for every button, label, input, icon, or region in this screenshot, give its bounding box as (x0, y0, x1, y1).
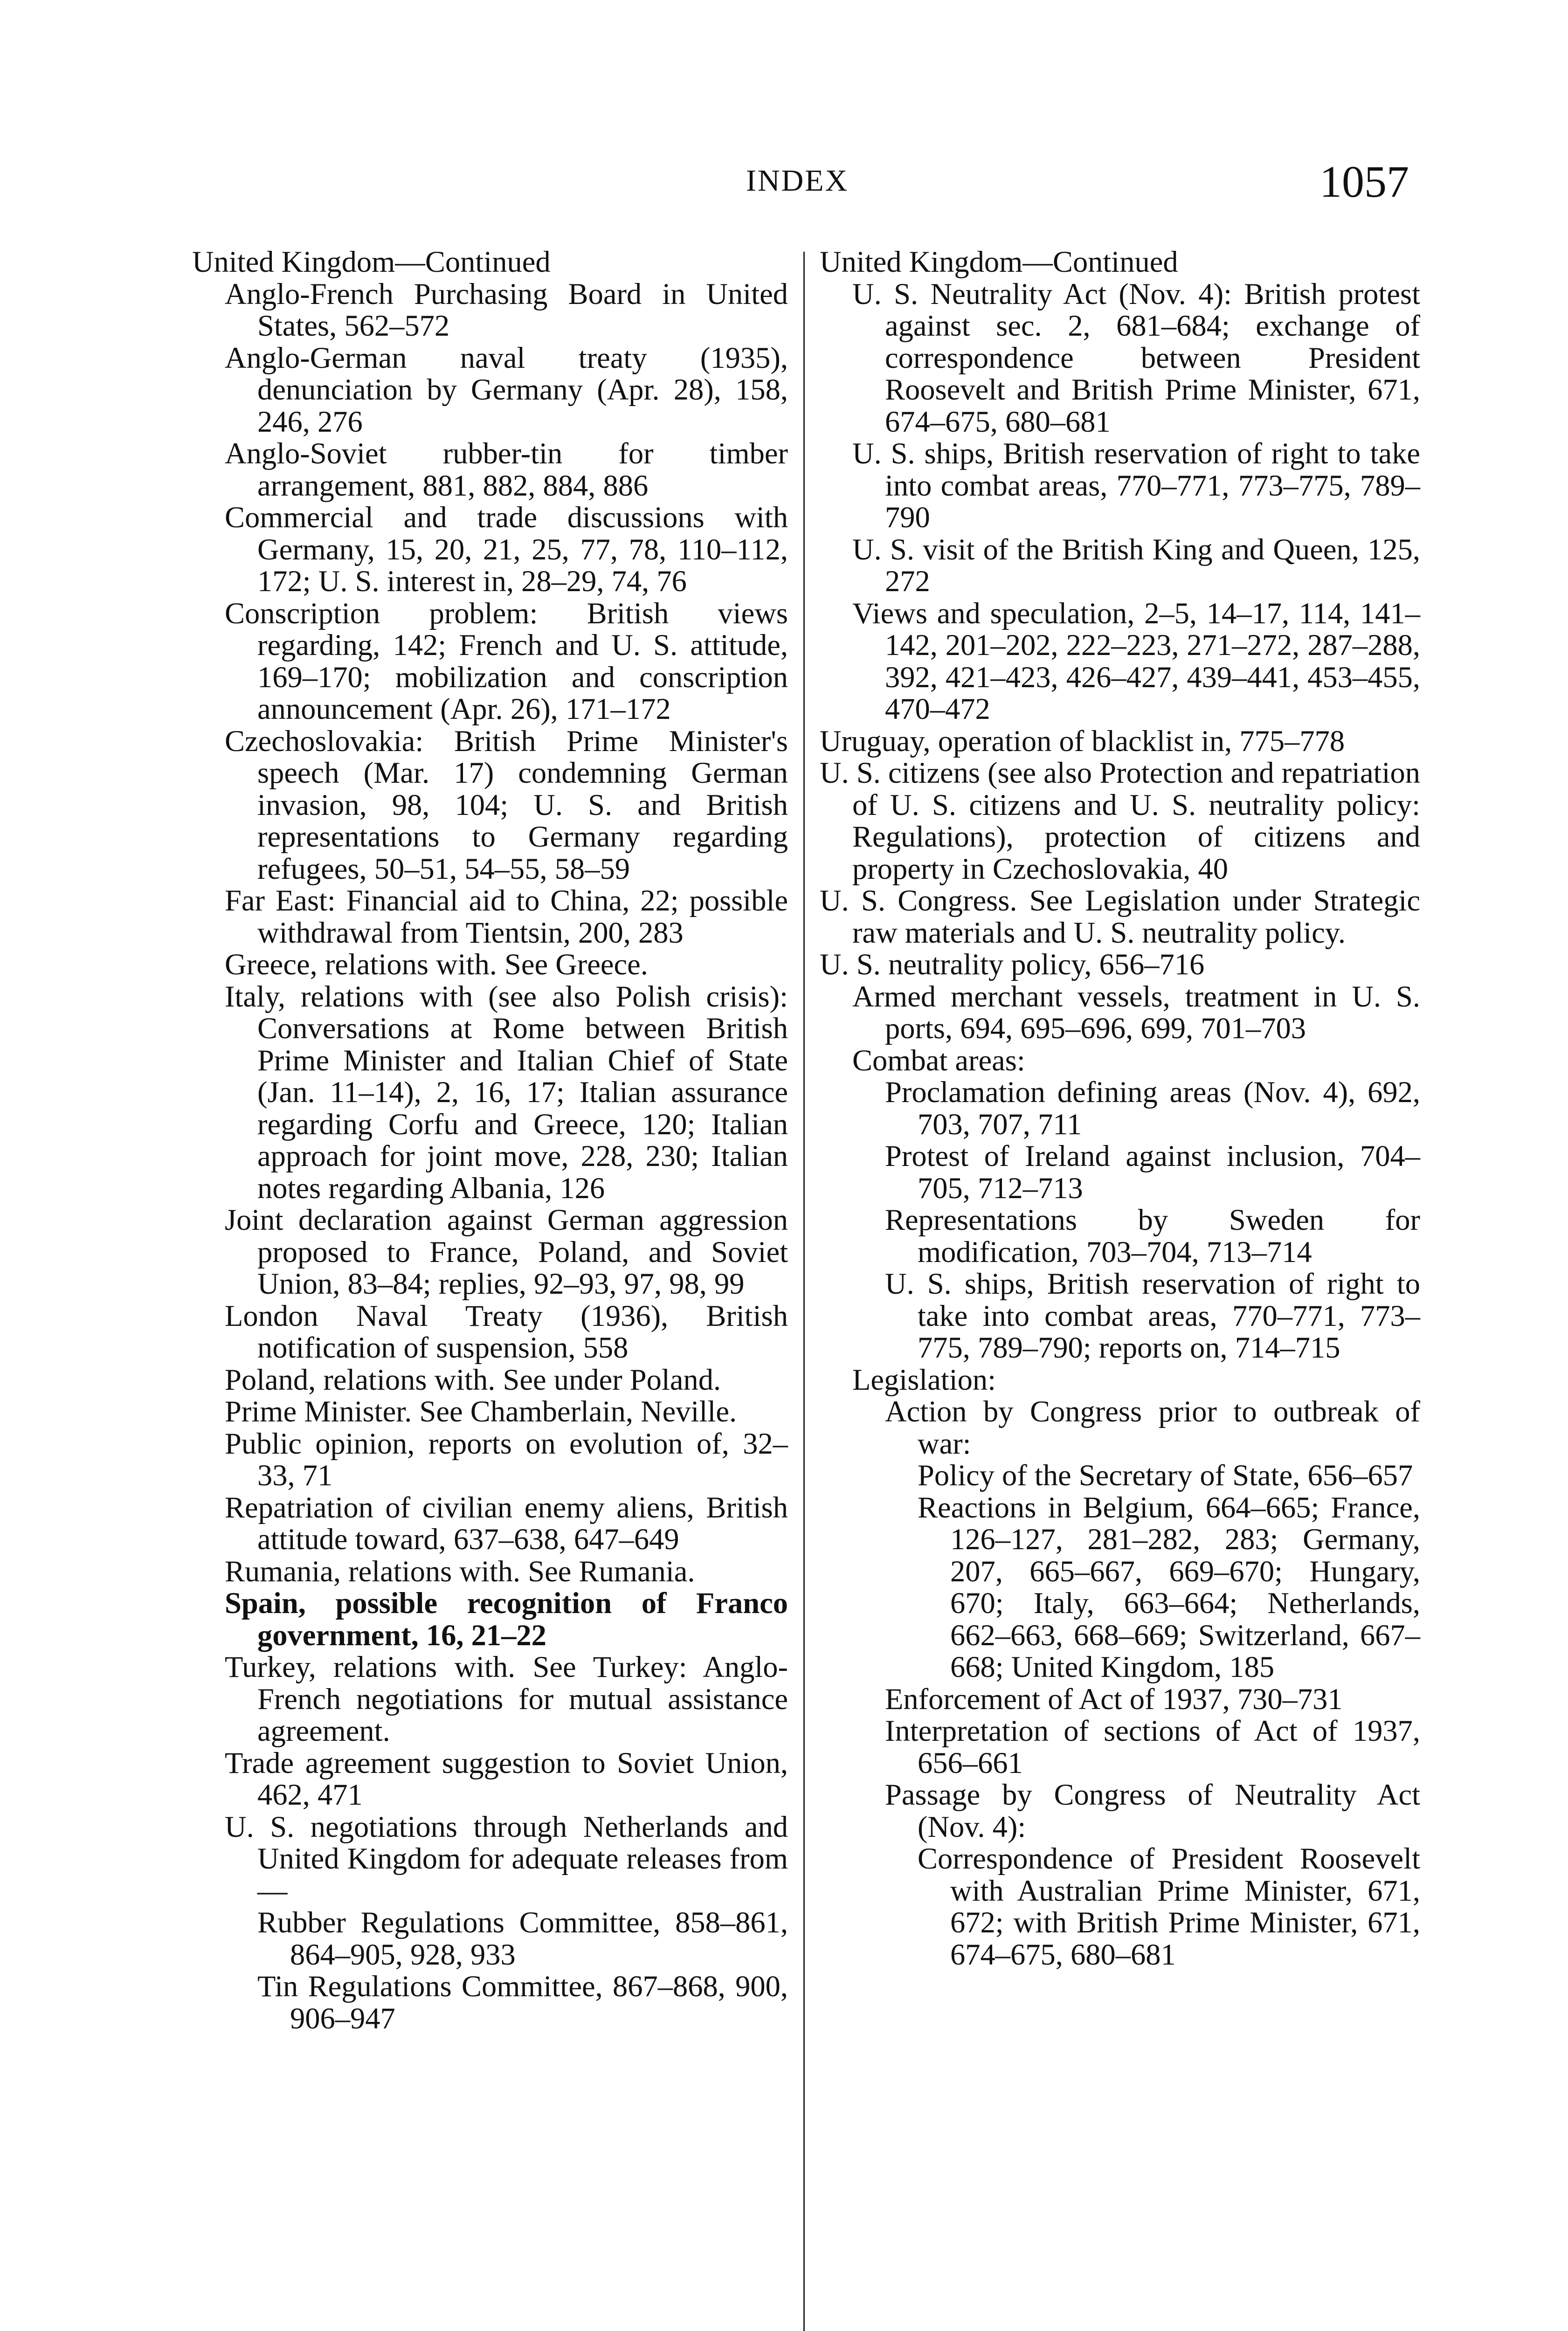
index-entry: Public opinion, reports on evolution of, 32–33, 71 (225, 1427, 788, 1492)
index-entry: Action by Congress prior to outbreak of war: (885, 1395, 1420, 1460)
index-entry: Enforcement of Act of 1937, 730–731 (885, 1682, 1343, 1716)
index-entry: Tin Regulations Committee, 867–868, 900, 906–947 (257, 1970, 788, 2035)
index-entry: U. S. citizens (see also Protection and repatriation of U. S. citizens and U. S. neutrality policy: Regulations), protection of citizens and property in Czechoslovakia, 40 (820, 756, 1420, 885)
index-entry: Rubber Regulations Committee, 858–861, 864–905, 928, 933 (257, 1906, 788, 1971)
column-divider (803, 252, 805, 2331)
index-entry: U. S. ships, British reservation of right to take into combat areas, 770–771, 773–775, 789–790; reports on, 714–715 (885, 1267, 1420, 1364)
index-entry: Correspondence of President Roosevelt with Australian Prime Minister, 671, 672; with British Prime Minister, 671, 674–675, 680–681 (918, 1842, 1420, 1971)
index-entry: U. S. Congress. See Legislation under Strategic raw materials and U. S. neutrality policy. (820, 884, 1420, 949)
index-entry: Protest of Ireland against inclusion, 704–705, 712–713 (885, 1139, 1420, 1205)
index-entry: Prime Minister. See Chamberlain, Neville. (225, 1395, 737, 1428)
left-index-column (192, 246, 788, 2034)
index-entry: Policy of the Secretary of State, 656–657 (918, 1459, 1413, 1492)
index-entry: Interpretation of sections of Act of 1937, 656–661 (885, 1714, 1420, 1779)
index-entry: U. S. ships, British reservation of right to take into combat areas, 770–771, 773–775, 789–790 (852, 437, 1420, 534)
index-entry: United Kingdom—Continued (820, 245, 1178, 278)
right-index-column (820, 246, 1420, 1971)
index-entry: Rumania, relations with. See Rumania. (225, 1554, 695, 1588)
index-entry: Poland, relations with. See under Poland. (225, 1363, 721, 1396)
index-entry: Conscription problem: British views regarding, 142; French and U. S. attitude, 169–170; mobilization and conscription announcement (Apr. 26), 171–172 (225, 596, 788, 725)
index-entry: Far East: Financial aid to China, 22; possible withdrawal from Tientsin, 200, 283 (225, 884, 788, 949)
running-header-title: INDEX (746, 164, 849, 198)
index-entry: Repatriation of civilian enemy aliens, British attitude toward, 637–638, 647–649 (225, 1490, 788, 1556)
index-entry: U. S. neutrality policy, 656–716 (820, 948, 1205, 981)
index-entry: U. S. Neutrality Act (Nov. 4): British protest against sec. 2, 681–684; exchange of correspondence between President Roosevelt and British Prime Minister, 671, 674–675, 680–681 (852, 277, 1420, 438)
index-entry: Uruguay, operation of blacklist in, 775–778 (820, 724, 1345, 758)
index-entry: Legislation: (852, 1363, 996, 1396)
index-entry: Joint declaration against German aggression proposed to France, Poland, and Soviet Union, 83–84; replies, 92–93, 97, 98, 99 (225, 1203, 788, 1300)
index-entry: Anglo-French Purchasing Board in United States, 562–572 (225, 277, 788, 342)
index-entry: Reactions in Belgium, 664–665; France, 126–127, 281–282, 283; Germany, 207, 665–667, 669–670; Hungary, 670; Italy, 663–664; Netherlands, 662–663, 668–669; Switzerland, 667–668; United Kingdom, 185 (918, 1490, 1420, 1683)
index-entry: Combat areas: (852, 1043, 1025, 1077)
index-entry: Proclamation defining areas (Nov. 4), 692, 703, 707, 711 (885, 1076, 1420, 1141)
page-number: 1057 (1319, 157, 1409, 207)
index-entry: U. S. negotiations through Netherlands and United Kingdom for adequate releases from— (225, 1810, 788, 1907)
index-entry: Anglo-German naval treaty (1935), denunciation by Germany (Apr. 28), 158, 246, 276 (225, 341, 788, 438)
index-entry: Passage by Congress of Neutrality Act (Nov. 4): (885, 1778, 1420, 1843)
index-entry: Armed merchant vessels, treatment in U. S. ports, 694, 695–696, 699, 701–703 (852, 979, 1420, 1045)
index-entry: Commercial and trade discussions with Germany, 15, 20, 21, 25, 77, 78, 110–112, 172; U. S. interest in, 28–29, 74, 76 (225, 501, 788, 598)
index-entry: Italy, relations with (see also Polish crisis): Conversations at Rome between British Prime Minister and Italian Chief of State (Jan. 11–14), 2, 16, 17; Italian assurance regarding Corfu and Greece, 120; Italian approach for joint move, 228, 230; Italian notes regarding Albania, 126 (225, 979, 788, 1205)
index-entry: Views and speculation, 2–5, 14–17, 114, 141–142, 201–202, 222–223, 271–272, 287–288, 392, 421–423, 426–427, 439–441, 453–455, 470–472 (852, 596, 1420, 725)
index-entry: United Kingdom—Continued (192, 245, 551, 278)
index-entry: Czechoslovakia: British Prime Minister's speech (Mar. 17) condemning German invasion, 98, 104; U. S. and British representations to Germany regarding refugees, 50–51, 54–55, 58–59 (225, 724, 788, 885)
index-entry: London Naval Treaty (1936), British notification of suspension, 558 (225, 1299, 788, 1364)
index-entry: Anglo-Soviet rubber-tin for timber arrangement, 881, 882, 884, 886 (225, 437, 788, 502)
index-entry: U. S. visit of the British King and Queen, 125, 272 (852, 532, 1420, 598)
index-entry: Spain, possible recognition of Franco government, 16, 21–22 (225, 1586, 788, 1652)
index-entry: Turkey, relations with. See Turkey: Anglo-French negotiations for mutual assistance agreement. (225, 1650, 788, 1747)
index-entry: Representations by Sweden for modification, 703–704, 713–714 (885, 1203, 1420, 1269)
index-entry: Greece, relations with. See Greece. (225, 948, 648, 981)
index-entry: Trade agreement suggestion to Soviet Union, 462, 471 (225, 1746, 788, 1811)
